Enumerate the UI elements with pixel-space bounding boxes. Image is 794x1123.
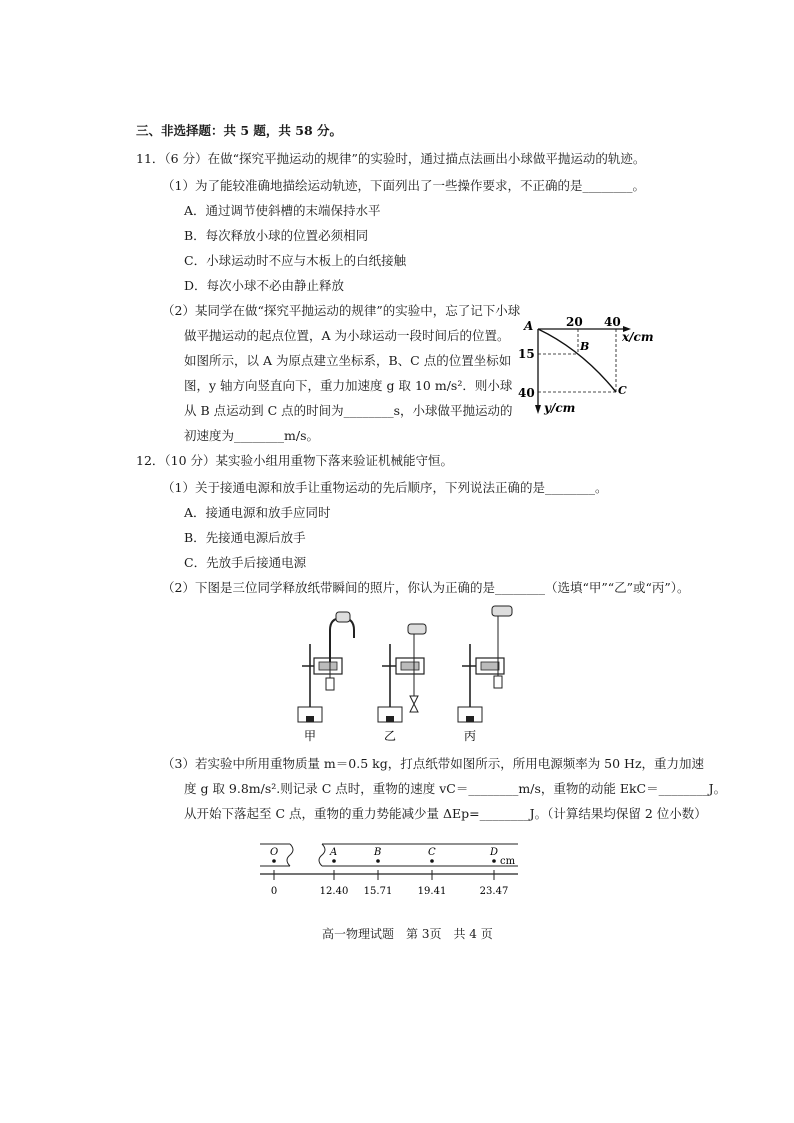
apparatus-bing [458, 606, 512, 722]
x-tick-40: 40 [604, 315, 621, 329]
x-axis-label: x/cm [622, 330, 654, 344]
timer-inner-bing [481, 662, 499, 670]
apparatus-figure [292, 604, 522, 744]
hand-jia [330, 618, 354, 662]
tape-dot-o [272, 859, 276, 863]
ruler-reading-c: 19.41 [417, 886, 447, 897]
page-footer: 高一物理试题 第 3页 共 4 页 [322, 927, 493, 941]
q11-option-a: A．通过调节使斜槽的末端保持水平 [184, 203, 381, 218]
base-foot-bing [466, 716, 474, 722]
ruler-reading-o: 0 [270, 886, 278, 897]
y-axis-label: y/cm [544, 401, 576, 415]
q12-option-c: C．先放手后接通电源 [184, 555, 307, 570]
x-tick-20: 20 [566, 315, 583, 329]
y-tick-15: 15 [518, 347, 535, 361]
tape-break-left [287, 844, 293, 866]
hand-grip-jia [336, 612, 350, 622]
q11-part2-line6: 初速度为________m/s。 [184, 428, 319, 443]
ruler-reading-b: 15.71 [363, 886, 393, 897]
graph-origin-label: A [524, 319, 534, 333]
label-jia: 甲 [304, 729, 317, 743]
q12-part3-line1: （3）若实验中所用重物质量 m＝0.5 kg，打点纸带如图所示，所用电源频率为 50 Hz，重力加速 [162, 756, 705, 771]
point-c-label: C [618, 384, 627, 397]
timer-inner-jia [319, 662, 337, 670]
y-tick-40: 40 [518, 386, 535, 400]
timer-inner-yi [401, 662, 419, 670]
q12-stem: 12．（10 分）某实验小组用重物下落来验证机械能守恒。 [136, 453, 454, 468]
tape-dot-c [430, 859, 434, 863]
label-yi: 乙 [384, 729, 397, 743]
q11-part1-stem: （1）为了能较准确地描绘运动轨迹，下面列出了一些操作要求，不正确的是________。 [162, 178, 645, 193]
base-foot-yi [386, 716, 394, 722]
q11-part2-line3: 如图所示，以 A 为原点建立坐标系，B、C 点的位置坐标如 [184, 353, 512, 368]
q12-part3-line3: 从开始下落起至 C 点，重物的重力势能减少量 ΔEp=________J。（计算结果均保留 2 位小数） [184, 806, 707, 821]
q11-option-c: C．小球运动时不应与木板上的白纸接触 [184, 253, 407, 268]
tape-dot-b [376, 859, 380, 863]
y-axis-arrow [535, 405, 541, 414]
q12-part3-line2: 度 g 取 9.8m/s².则记录 C 点时，重物的速度 vC＝________m/s，重物的动能 EkC＝________J。 [184, 781, 727, 796]
weight-yi [410, 696, 418, 712]
tape-point-label-o: O [270, 847, 279, 858]
trajectory-graph [510, 310, 670, 425]
tape-dot-d [492, 859, 496, 863]
tape-point-label-d: D [490, 847, 499, 858]
q12-part1-stem: （1）关于接通电源和放手让重物运动的先后顺序，下列说法正确的是________。 [162, 480, 608, 495]
q11-part2-line5: 从 B 点运动到 C 点的时间为________s，小球做平抛运动的 [184, 403, 513, 418]
q12-part2-stem: （2）下图是三位同学释放纸带瞬间的照片，你认为正确的是________（选填“甲”“乙”或“丙”）。 [162, 580, 690, 595]
tape-point-label-c: C [428, 847, 436, 858]
point-b-label: B [580, 340, 590, 353]
tape-break-right [319, 844, 325, 866]
weight-bing [494, 676, 502, 688]
base-foot-jia [306, 716, 314, 722]
q11-part2-line4: 图，y 轴方向竖直向下，重力加速度 g 取 10 m/s²．则小球 [184, 378, 513, 393]
section-heading: 三、非选择题：共 5 题，共 58 分。 [136, 123, 343, 138]
apparatus-jia [298, 612, 354, 722]
hand-bing [492, 606, 512, 616]
q11-option-b: B．每次释放小球的位置必须相同 [184, 228, 369, 243]
weight-jia [326, 678, 334, 690]
q12-option-a: A．接通电源和放手应同时 [184, 505, 331, 520]
paper-tape-figure [256, 840, 536, 902]
q11-part2-line2: 做平抛运动的起点位置，A 为小球运动一段时间后的位置。 [184, 328, 510, 343]
apparatus-yi [378, 624, 426, 722]
q11-part2-line1: （2）某同学在做“探究平抛运动的规律”的实验中，忘了记下小球 [162, 303, 521, 318]
q12-option-b: B．先接通电源后放手 [184, 530, 306, 545]
tape-dot-a [332, 859, 336, 863]
q11-stem: 11．（6 分）在做“探究平抛运动的规律”的实验时，通过描点法画出小球做平抛运动的轨迹。 [136, 151, 646, 166]
tape-point-label-b: B [374, 847, 382, 858]
tape-unit: cm [500, 856, 516, 867]
ruler-reading-d: 23.47 [479, 886, 509, 897]
label-bing: 丙 [464, 729, 477, 743]
ruler-reading-a: 12.40 [319, 886, 349, 897]
trajectory-curve [538, 329, 616, 392]
tape-point-label-a: A [330, 847, 338, 858]
q11-option-d: D．每次小球不必由静止释放 [184, 278, 345, 293]
hand-yi [408, 624, 426, 634]
